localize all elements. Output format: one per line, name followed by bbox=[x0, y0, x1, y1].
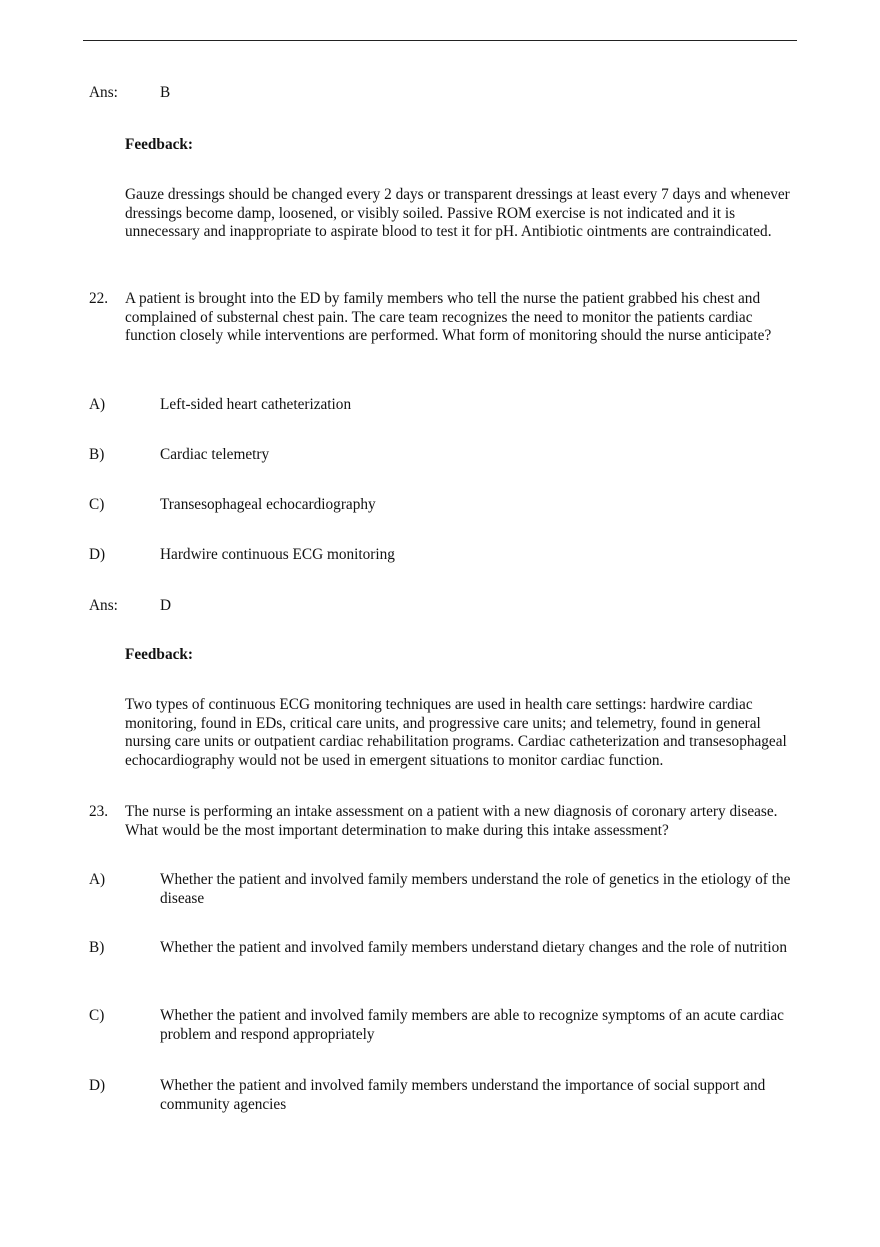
option-text: Whether the patient and involved family members understand dietary changes and the role of nutrition bbox=[160, 939, 787, 956]
feedback-heading: Feedback: bbox=[125, 646, 193, 663]
question-stem: The nurse is performing an intake assessment on a patient with a new diagnosis of coronary artery disease. What would be the most important determination to make during this intake assessment? bbox=[125, 803, 778, 839]
option-text: Whether the patient and involved family members are able to recognize symptoms of an acute cardiac problem and respond appropriately bbox=[160, 1007, 784, 1043]
option-letter: C) bbox=[89, 1007, 105, 1024]
option-letter: B) bbox=[89, 939, 105, 956]
option-letter: C) bbox=[89, 496, 105, 513]
option-text: Left-sided heart catheterization bbox=[160, 396, 352, 413]
answer-value: B bbox=[160, 84, 171, 101]
question-stem: A patient is brought into the ED by family members who tell the nurse the patient grabbed his chest and complained of substernal chest pain. The care team recognizes the need to monitor the patients cardiac function closely while interventions are performed. What form of monitoring should the nurse anticipate? bbox=[125, 290, 772, 345]
answer-label: Ans: bbox=[89, 597, 118, 614]
option-letter: A) bbox=[89, 871, 106, 888]
option-letter: A) bbox=[89, 396, 106, 413]
question-number: 23. bbox=[89, 803, 109, 820]
question-number: 22. bbox=[89, 290, 109, 307]
header-rule bbox=[83, 40, 797, 41]
option-text: Transesophageal echocardiography bbox=[160, 496, 376, 513]
feedback-text: Two types of continuous ECG monitoring techniques are used in health care settings: hardwire cardiac monitoring, found in EDs, critical care units, and progressive care units; and telemetry, found in general nursing care units or outpatient cardiac rehabilitation programs. Cardiac catheterization and transesophageal echocardiography would not be used in emergent situations to monitor cardiac function. bbox=[125, 696, 787, 769]
option-text: Whether the patient and involved family members understand the importance of social support and community agencies bbox=[160, 1077, 766, 1113]
answer-label: Ans: bbox=[89, 84, 118, 101]
option-letter: B) bbox=[89, 446, 105, 463]
feedback-text: Gauze dressings should be changed every 2 days or transparent dressings at least every 7 days and whenever dressings become damp, loosened, or visibly soiled. Passive ROM exercise is not indicated and it is unnecessary and inappropriate to aspirate blood to test it for pH. Antibiotic ointments are contraindicated. bbox=[125, 186, 790, 241]
option-letter: D) bbox=[89, 546, 106, 563]
option-text: Cardiac telemetry bbox=[160, 446, 270, 463]
option-text: Hardwire continuous ECG monitoring bbox=[160, 546, 395, 563]
option-letter: D) bbox=[89, 1077, 106, 1094]
feedback-heading: Feedback: bbox=[125, 136, 193, 153]
option-text: Whether the patient and involved family members understand the role of genetics in the etiology of the disease bbox=[160, 871, 791, 907]
answer-value: D bbox=[160, 597, 172, 614]
